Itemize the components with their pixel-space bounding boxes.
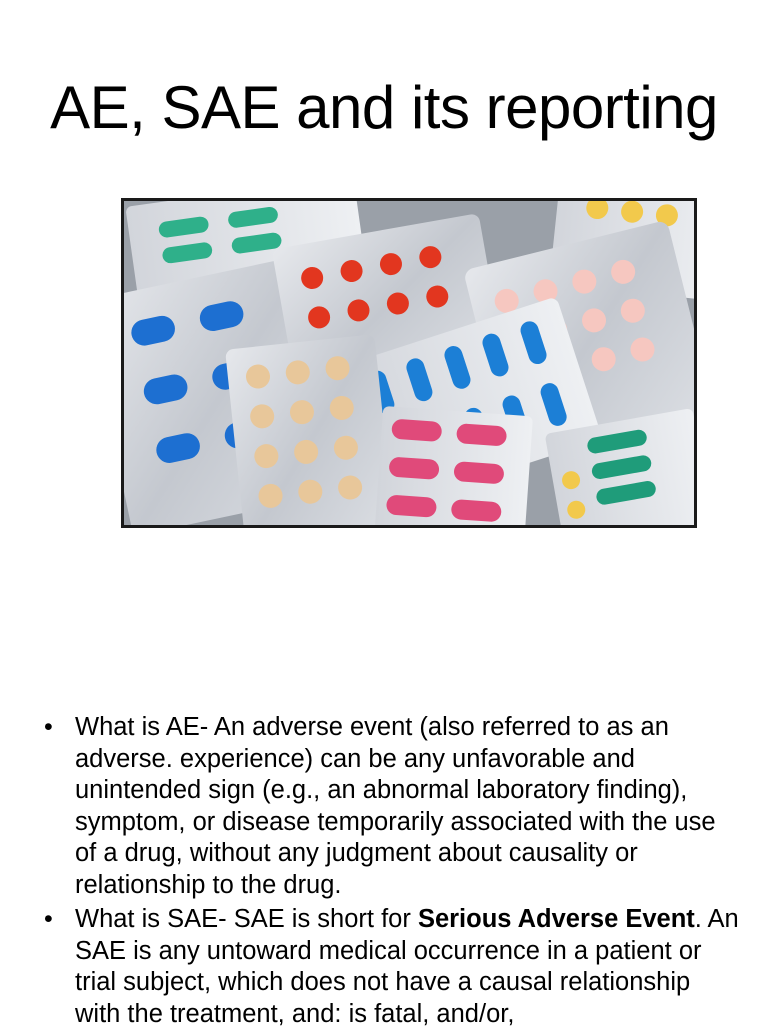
- bullet-text-ae: What is AE- An adverse event (also referred to as an adverse. experience) can be any unfavorable and unintended sign (e.g., an abnormal laboratory finding), symptom, or disease temporarily associated with the use of a drug, without any judgment about causality or relationship to the drug.: [75, 713, 716, 899]
- bullet-list: [40, 712, 740, 1033]
- bullet-text-sae-trail: . An SAE is any untoward medical occurrence in a patient or trial subject, which does not have a causal relationship with the treatment, and: is fatal, and/or,: [75, 905, 739, 1028]
- bullet-marker: •: [44, 713, 53, 741]
- bullet-item-sae: [40, 904, 740, 1030]
- pills-illustration: [124, 201, 694, 525]
- medicine-blister-packs-photo: [121, 198, 697, 528]
- slide-title: AE, SAE and its reporting: [50, 74, 718, 141]
- bullet-text-sae-bold: Serious Adverse Event: [417, 905, 695, 933]
- bullet-item-ae: [40, 712, 740, 901]
- bullet-text-sae-lead: What is SAE- SAE is short for: [75, 905, 418, 933]
- bullet-marker: •: [44, 905, 53, 933]
